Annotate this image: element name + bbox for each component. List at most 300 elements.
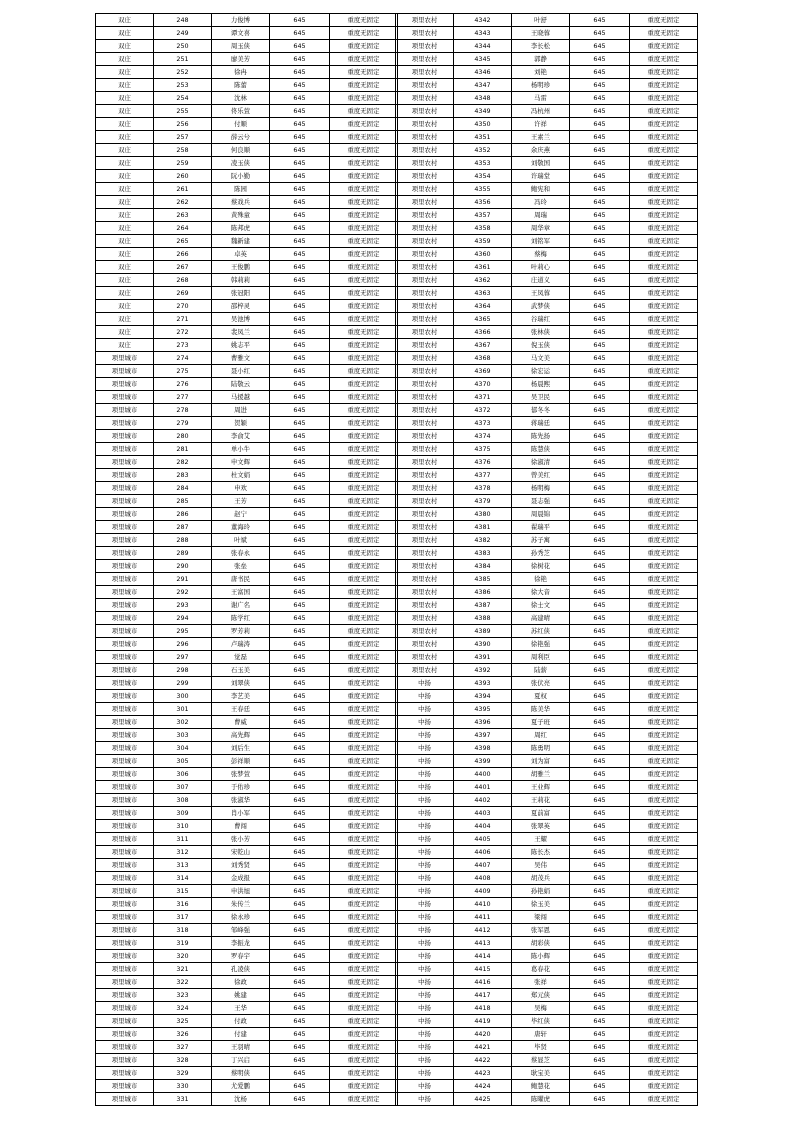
area-cell: 项里城市: [96, 976, 154, 989]
name-cell: 蒋瑞廷: [512, 417, 570, 430]
category-cell: 重度无固定: [630, 378, 698, 391]
table-row: [396, 989, 698, 1002]
area-cell: 项里城市: [96, 560, 154, 573]
serial-number-cell: 4359: [454, 235, 512, 248]
name-cell: 张垒: [212, 560, 270, 573]
amount-cell: 645: [270, 1080, 330, 1093]
table-row: [396, 599, 698, 612]
serial-number-cell: 4394: [454, 690, 512, 703]
name-cell: 魏新建: [212, 235, 270, 248]
area-cell: 项里城市: [96, 1015, 154, 1028]
amount-cell: 645: [270, 326, 330, 339]
name-cell: 孙秀芝: [512, 547, 570, 560]
name-cell: 谷瑞红: [512, 313, 570, 326]
name-cell: 李艺美: [212, 690, 270, 703]
name-cell: 马援越: [212, 391, 270, 404]
table-row: [396, 885, 698, 898]
amount-cell: 645: [270, 482, 330, 495]
area-cell: 项里城市: [96, 586, 154, 599]
category-cell: 重度无固定: [330, 768, 398, 781]
area-cell: 项里农村: [396, 131, 454, 144]
amount-cell: 645: [570, 144, 630, 157]
name-cell: 张梦萱: [212, 768, 270, 781]
amount-cell: 645: [570, 638, 630, 651]
serial-number-cell: 268: [154, 274, 212, 287]
amount-cell: 645: [270, 27, 330, 40]
name-cell: 苏子寓: [512, 534, 570, 547]
table-row: [96, 989, 398, 1002]
table-row: [96, 677, 398, 690]
name-cell: 张冠阳: [212, 287, 270, 300]
name-cell: 徐艳强: [512, 638, 570, 651]
category-cell: 重度无固定: [330, 92, 398, 105]
table-row: [96, 66, 398, 79]
serial-number-cell: 306: [154, 768, 212, 781]
amount-cell: 645: [570, 976, 630, 989]
area-cell: 项里农村: [396, 612, 454, 625]
serial-number-cell: 321: [154, 963, 212, 976]
area-cell: 中扬: [396, 950, 454, 963]
category-cell: 重度无固定: [630, 79, 698, 92]
name-cell: 蔡显芝: [512, 1054, 570, 1067]
category-cell: 重度无固定: [630, 924, 698, 937]
amount-cell: 645: [270, 742, 330, 755]
serial-number-cell: 4361: [454, 261, 512, 274]
category-cell: 重度无固定: [630, 495, 698, 508]
table-row: [396, 534, 698, 547]
area-cell: 中扬: [396, 807, 454, 820]
name-cell: 蔡戏兵: [212, 196, 270, 209]
category-cell: 重度无固定: [330, 937, 398, 950]
name-cell: 卓英: [212, 248, 270, 261]
category-cell: 重度无固定: [330, 14, 398, 27]
name-cell: 申洪旭: [212, 885, 270, 898]
serial-number-cell: 276: [154, 378, 212, 391]
amount-cell: 645: [270, 14, 330, 27]
table-row: [396, 807, 698, 820]
name-cell: 张春永: [212, 547, 270, 560]
area-cell: 项里城市: [96, 820, 154, 833]
table-row: [96, 209, 398, 222]
amount-cell: 645: [570, 794, 630, 807]
name-cell: 卢瑞涛: [212, 638, 270, 651]
table-row: [96, 625, 398, 638]
category-cell: 重度无固定: [630, 196, 698, 209]
amount-cell: 645: [570, 196, 630, 209]
category-cell: 重度无固定: [630, 742, 698, 755]
category-cell: 重度无固定: [330, 40, 398, 53]
area-cell: 双庄: [96, 131, 154, 144]
name-cell: 徐冉: [212, 66, 270, 79]
area-cell: 中扬: [396, 1054, 454, 1067]
area-cell: 双庄: [96, 53, 154, 66]
area-cell: 项里城市: [96, 1054, 154, 1067]
category-cell: 重度无固定: [630, 937, 698, 950]
category-cell: 重度无固定: [630, 508, 698, 521]
serial-number-cell: 323: [154, 989, 212, 1002]
name-cell: 张林侠: [512, 326, 570, 339]
amount-cell: 645: [270, 950, 330, 963]
name-cell: 陈曜虎: [512, 1093, 570, 1106]
name-cell: 周瑞: [512, 209, 570, 222]
amount-cell: 645: [570, 53, 630, 66]
amount-cell: 645: [270, 144, 330, 157]
table-row: [96, 1015, 398, 1028]
area-cell: 项里农村: [396, 664, 454, 677]
name-cell: 胡茂兵: [512, 872, 570, 885]
name-cell: 申文辉: [212, 456, 270, 469]
serial-number-cell: 309: [154, 807, 212, 820]
serial-number-cell: 4418: [454, 1002, 512, 1015]
category-cell: 重度无固定: [630, 898, 698, 911]
category-cell: 重度无固定: [330, 1015, 398, 1028]
category-cell: 重度无固定: [630, 599, 698, 612]
amount-cell: 645: [270, 105, 330, 118]
area-cell: 双庄: [96, 92, 154, 105]
table-row: [96, 781, 398, 794]
name-cell: 徐政: [212, 976, 270, 989]
name-cell: 夏权: [512, 690, 570, 703]
amount-cell: 645: [570, 300, 630, 313]
category-cell: 重度无固定: [630, 443, 698, 456]
serial-number-cell: 4342: [454, 14, 512, 27]
name-cell: 尤爱鹏: [212, 1080, 270, 1093]
table-row: [396, 820, 698, 833]
name-cell: 胡彩侠: [512, 937, 570, 950]
name-cell: 郁冬冬: [512, 404, 570, 417]
category-cell: 重度无固定: [330, 625, 398, 638]
area-cell: 项里农村: [396, 183, 454, 196]
category-cell: 重度无固定: [630, 638, 698, 651]
serial-number-cell: 4377: [454, 469, 512, 482]
table-row: [96, 482, 398, 495]
table-row: [96, 1093, 398, 1106]
serial-number-cell: 293: [154, 599, 212, 612]
amount-cell: 645: [570, 131, 630, 144]
name-cell: 高建晴: [512, 612, 570, 625]
table-row: [396, 66, 698, 79]
area-cell: 项里农村: [396, 157, 454, 170]
name-cell: 许祥: [512, 118, 570, 131]
serial-number-cell: 4409: [454, 885, 512, 898]
table-row: [396, 625, 698, 638]
table-row: [96, 846, 398, 859]
serial-number-cell: 288: [154, 534, 212, 547]
category-cell: 重度无固定: [630, 157, 698, 170]
table-row: [396, 781, 698, 794]
amount-cell: 645: [570, 209, 630, 222]
serial-number-cell: 266: [154, 248, 212, 261]
category-cell: 重度无固定: [330, 196, 398, 209]
table-row: [396, 313, 698, 326]
name-cell: 薛云兮: [212, 131, 270, 144]
table-row: [396, 235, 698, 248]
amount-cell: 645: [570, 664, 630, 677]
amount-cell: 645: [270, 794, 330, 807]
name-cell: 余庆燕: [512, 144, 570, 157]
table-row: [396, 209, 698, 222]
amount-cell: 645: [570, 469, 630, 482]
table-row: [396, 183, 698, 196]
area-cell: 项里农村: [396, 508, 454, 521]
name-cell: 王晓蓉: [512, 27, 570, 40]
name-cell: 徐士文: [512, 599, 570, 612]
name-cell: 王富国: [212, 586, 270, 599]
table-row: [396, 612, 698, 625]
name-cell: 陈邦虎: [212, 222, 270, 235]
serial-number-cell: 4344: [454, 40, 512, 53]
amount-cell: 645: [570, 157, 630, 170]
table-row: [396, 846, 698, 859]
table-row: [96, 417, 398, 430]
name-cell: 王素兰: [512, 131, 570, 144]
serial-number-cell: 4385: [454, 573, 512, 586]
amount-cell: 645: [270, 820, 330, 833]
serial-number-cell: 248: [154, 14, 212, 27]
amount-cell: 645: [270, 417, 330, 430]
table-row: [396, 703, 698, 716]
amount-cell: 645: [570, 612, 630, 625]
amount-cell: 645: [270, 196, 330, 209]
amount-cell: 645: [270, 911, 330, 924]
amount-cell: 645: [570, 27, 630, 40]
name-cell: 徐宏运: [512, 365, 570, 378]
name-cell: 陈慧侠: [512, 443, 570, 456]
category-cell: 重度无固定: [330, 1080, 398, 1093]
name-cell: 觉磊: [212, 651, 270, 664]
amount-cell: 645: [570, 950, 630, 963]
serial-number-cell: 4346: [454, 66, 512, 79]
area-cell: 双庄: [96, 209, 154, 222]
area-cell: 项里城市: [96, 755, 154, 768]
serial-number-cell: 4348: [454, 92, 512, 105]
amount-cell: 645: [270, 456, 330, 469]
area-cell: 双庄: [96, 287, 154, 300]
amount-cell: 645: [270, 53, 330, 66]
category-cell: 重度无固定: [330, 495, 398, 508]
name-cell: 罗芳莉: [212, 625, 270, 638]
table-row: [396, 729, 698, 742]
table-row: [396, 1041, 698, 1054]
name-cell: 聂小红: [212, 365, 270, 378]
category-cell: 重度无固定: [630, 768, 698, 781]
serial-number-cell: 4372: [454, 404, 512, 417]
amount-cell: 645: [570, 1041, 630, 1054]
name-cell: 蔡梅: [512, 248, 570, 261]
area-cell: 项里农村: [396, 573, 454, 586]
area-cell: 项里农村: [396, 105, 454, 118]
name-cell: 陈美华: [512, 703, 570, 716]
serial-number-cell: 4413: [454, 937, 512, 950]
amount-cell: 645: [270, 40, 330, 53]
serial-number-cell: 4422: [454, 1054, 512, 1067]
category-cell: 重度无固定: [630, 170, 698, 183]
name-cell: 谭文喜: [212, 27, 270, 40]
amount-cell: 645: [270, 1067, 330, 1080]
category-cell: 重度无固定: [330, 404, 398, 417]
name-cell: 邹峰强: [212, 924, 270, 937]
area-cell: 项里城市: [96, 482, 154, 495]
name-cell: 周利臣: [512, 651, 570, 664]
area-cell: 项里城市: [96, 352, 154, 365]
serial-number-cell: 274: [154, 352, 212, 365]
amount-cell: 645: [570, 820, 630, 833]
serial-number-cell: 299: [154, 677, 212, 690]
table-row: [396, 482, 698, 495]
serial-number-cell: 256: [154, 118, 212, 131]
category-cell: 重度无固定: [330, 157, 398, 170]
category-cell: 重度无固定: [630, 287, 698, 300]
table-row: [96, 1002, 398, 1015]
category-cell: 重度无固定: [630, 846, 698, 859]
serial-number-cell: 4404: [454, 820, 512, 833]
category-cell: 重度无固定: [630, 326, 698, 339]
name-cell: 邵梓灵: [212, 300, 270, 313]
serial-number-cell: 272: [154, 326, 212, 339]
amount-cell: 645: [570, 807, 630, 820]
name-cell: 马雷: [512, 92, 570, 105]
amount-cell: 645: [570, 586, 630, 599]
area-cell: 项里农村: [396, 391, 454, 404]
area-cell: 项里城市: [96, 872, 154, 885]
amount-cell: 645: [570, 716, 630, 729]
category-cell: 重度无固定: [330, 976, 398, 989]
serial-number-cell: 4421: [454, 1041, 512, 1054]
table-row: [96, 248, 398, 261]
table-row: [96, 352, 398, 365]
table-row: [96, 157, 398, 170]
area-cell: 项里城市: [96, 1002, 154, 1015]
category-cell: 重度无固定: [630, 1080, 698, 1093]
area-cell: 双庄: [96, 144, 154, 157]
table-row: [396, 118, 698, 131]
category-cell: 重度无固定: [330, 352, 398, 365]
category-cell: 重度无固定: [330, 1041, 398, 1054]
table-row: [96, 534, 398, 547]
table-row: [396, 898, 698, 911]
serial-number-cell: 292: [154, 586, 212, 599]
table-row: [96, 27, 398, 40]
category-cell: 重度无固定: [330, 963, 398, 976]
amount-cell: 645: [570, 846, 630, 859]
amount-cell: 645: [270, 1028, 330, 1041]
amount-cell: 645: [270, 612, 330, 625]
serial-number-cell: 282: [154, 456, 212, 469]
serial-number-cell: 279: [154, 417, 212, 430]
amount-cell: 645: [570, 1054, 630, 1067]
area-cell: 项里城市: [96, 638, 154, 651]
category-cell: 重度无固定: [630, 131, 698, 144]
name-cell: 丁兴启: [212, 1054, 270, 1067]
area-cell: 项里农村: [396, 287, 454, 300]
category-cell: 重度无固定: [630, 612, 698, 625]
serial-number-cell: 320: [154, 950, 212, 963]
serial-number-cell: 289: [154, 547, 212, 560]
serial-number-cell: 325: [154, 1015, 212, 1028]
category-cell: 重度无固定: [630, 729, 698, 742]
area-cell: 中扬: [396, 976, 454, 989]
amount-cell: 645: [570, 183, 630, 196]
category-cell: 重度无固定: [330, 170, 398, 183]
serial-number-cell: 312: [154, 846, 212, 859]
category-cell: 重度无固定: [330, 1067, 398, 1080]
name-cell: 李振龙: [212, 937, 270, 950]
table-row: [396, 1093, 698, 1106]
category-cell: 重度无固定: [630, 1015, 698, 1028]
table-row: [96, 144, 398, 157]
serial-number-cell: 297: [154, 651, 212, 664]
category-cell: 重度无固定: [330, 820, 398, 833]
name-cell: 徐大音: [512, 586, 570, 599]
serial-number-cell: 4355: [454, 183, 512, 196]
serial-number-cell: 4425: [454, 1093, 512, 1106]
name-cell: 马文美: [512, 352, 570, 365]
category-cell: 重度无固定: [330, 729, 398, 742]
amount-cell: 645: [270, 79, 330, 92]
area-cell: 双庄: [96, 105, 154, 118]
amount-cell: 645: [270, 508, 330, 521]
area-cell: 项里城市: [96, 664, 154, 677]
amount-cell: 645: [270, 716, 330, 729]
category-cell: 重度无固定: [330, 66, 398, 79]
serial-number-cell: 252: [154, 66, 212, 79]
serial-number-cell: 4380: [454, 508, 512, 521]
table-row: [96, 365, 398, 378]
name-cell: 赵宁: [212, 508, 270, 521]
table-row: [96, 235, 398, 248]
name-cell: 周进: [212, 404, 270, 417]
serial-number-cell: 4414: [454, 950, 512, 963]
serial-number-cell: 4349: [454, 105, 512, 118]
table-row: [396, 222, 698, 235]
area-cell: 中扬: [396, 1015, 454, 1028]
table-row: [96, 222, 398, 235]
name-cell: 陈勇明: [512, 742, 570, 755]
amount-cell: 645: [270, 755, 330, 768]
table-row: [96, 937, 398, 950]
amount-cell: 645: [270, 1041, 330, 1054]
name-cell: 孔凌侠: [212, 963, 270, 976]
category-cell: 重度无固定: [330, 716, 398, 729]
serial-number-cell: 315: [154, 885, 212, 898]
serial-number-cell: 327: [154, 1041, 212, 1054]
amount-cell: 645: [570, 703, 630, 716]
area-cell: 项里农村: [396, 261, 454, 274]
area-cell: 项里农村: [396, 495, 454, 508]
table-row: [96, 79, 398, 92]
category-cell: 重度无固定: [330, 677, 398, 690]
serial-number-cell: 301: [154, 703, 212, 716]
name-cell: 郭静: [512, 53, 570, 66]
amount-cell: 645: [570, 274, 630, 287]
area-cell: 项里城市: [96, 378, 154, 391]
serial-number-cell: 4412: [454, 924, 512, 937]
category-cell: 重度无固定: [330, 27, 398, 40]
table-row: [396, 560, 698, 573]
amount-cell: 645: [270, 872, 330, 885]
table-row: [96, 196, 398, 209]
area-cell: 项里农村: [396, 209, 454, 222]
amount-cell: 645: [270, 300, 330, 313]
table-row: [396, 378, 698, 391]
amount-cell: 645: [570, 443, 630, 456]
category-cell: 重度无固定: [330, 209, 398, 222]
serial-number-cell: 283: [154, 469, 212, 482]
amount-cell: 645: [270, 833, 330, 846]
category-cell: 重度无固定: [330, 755, 398, 768]
area-cell: 项里农村: [396, 118, 454, 131]
area-cell: 项里农村: [396, 92, 454, 105]
